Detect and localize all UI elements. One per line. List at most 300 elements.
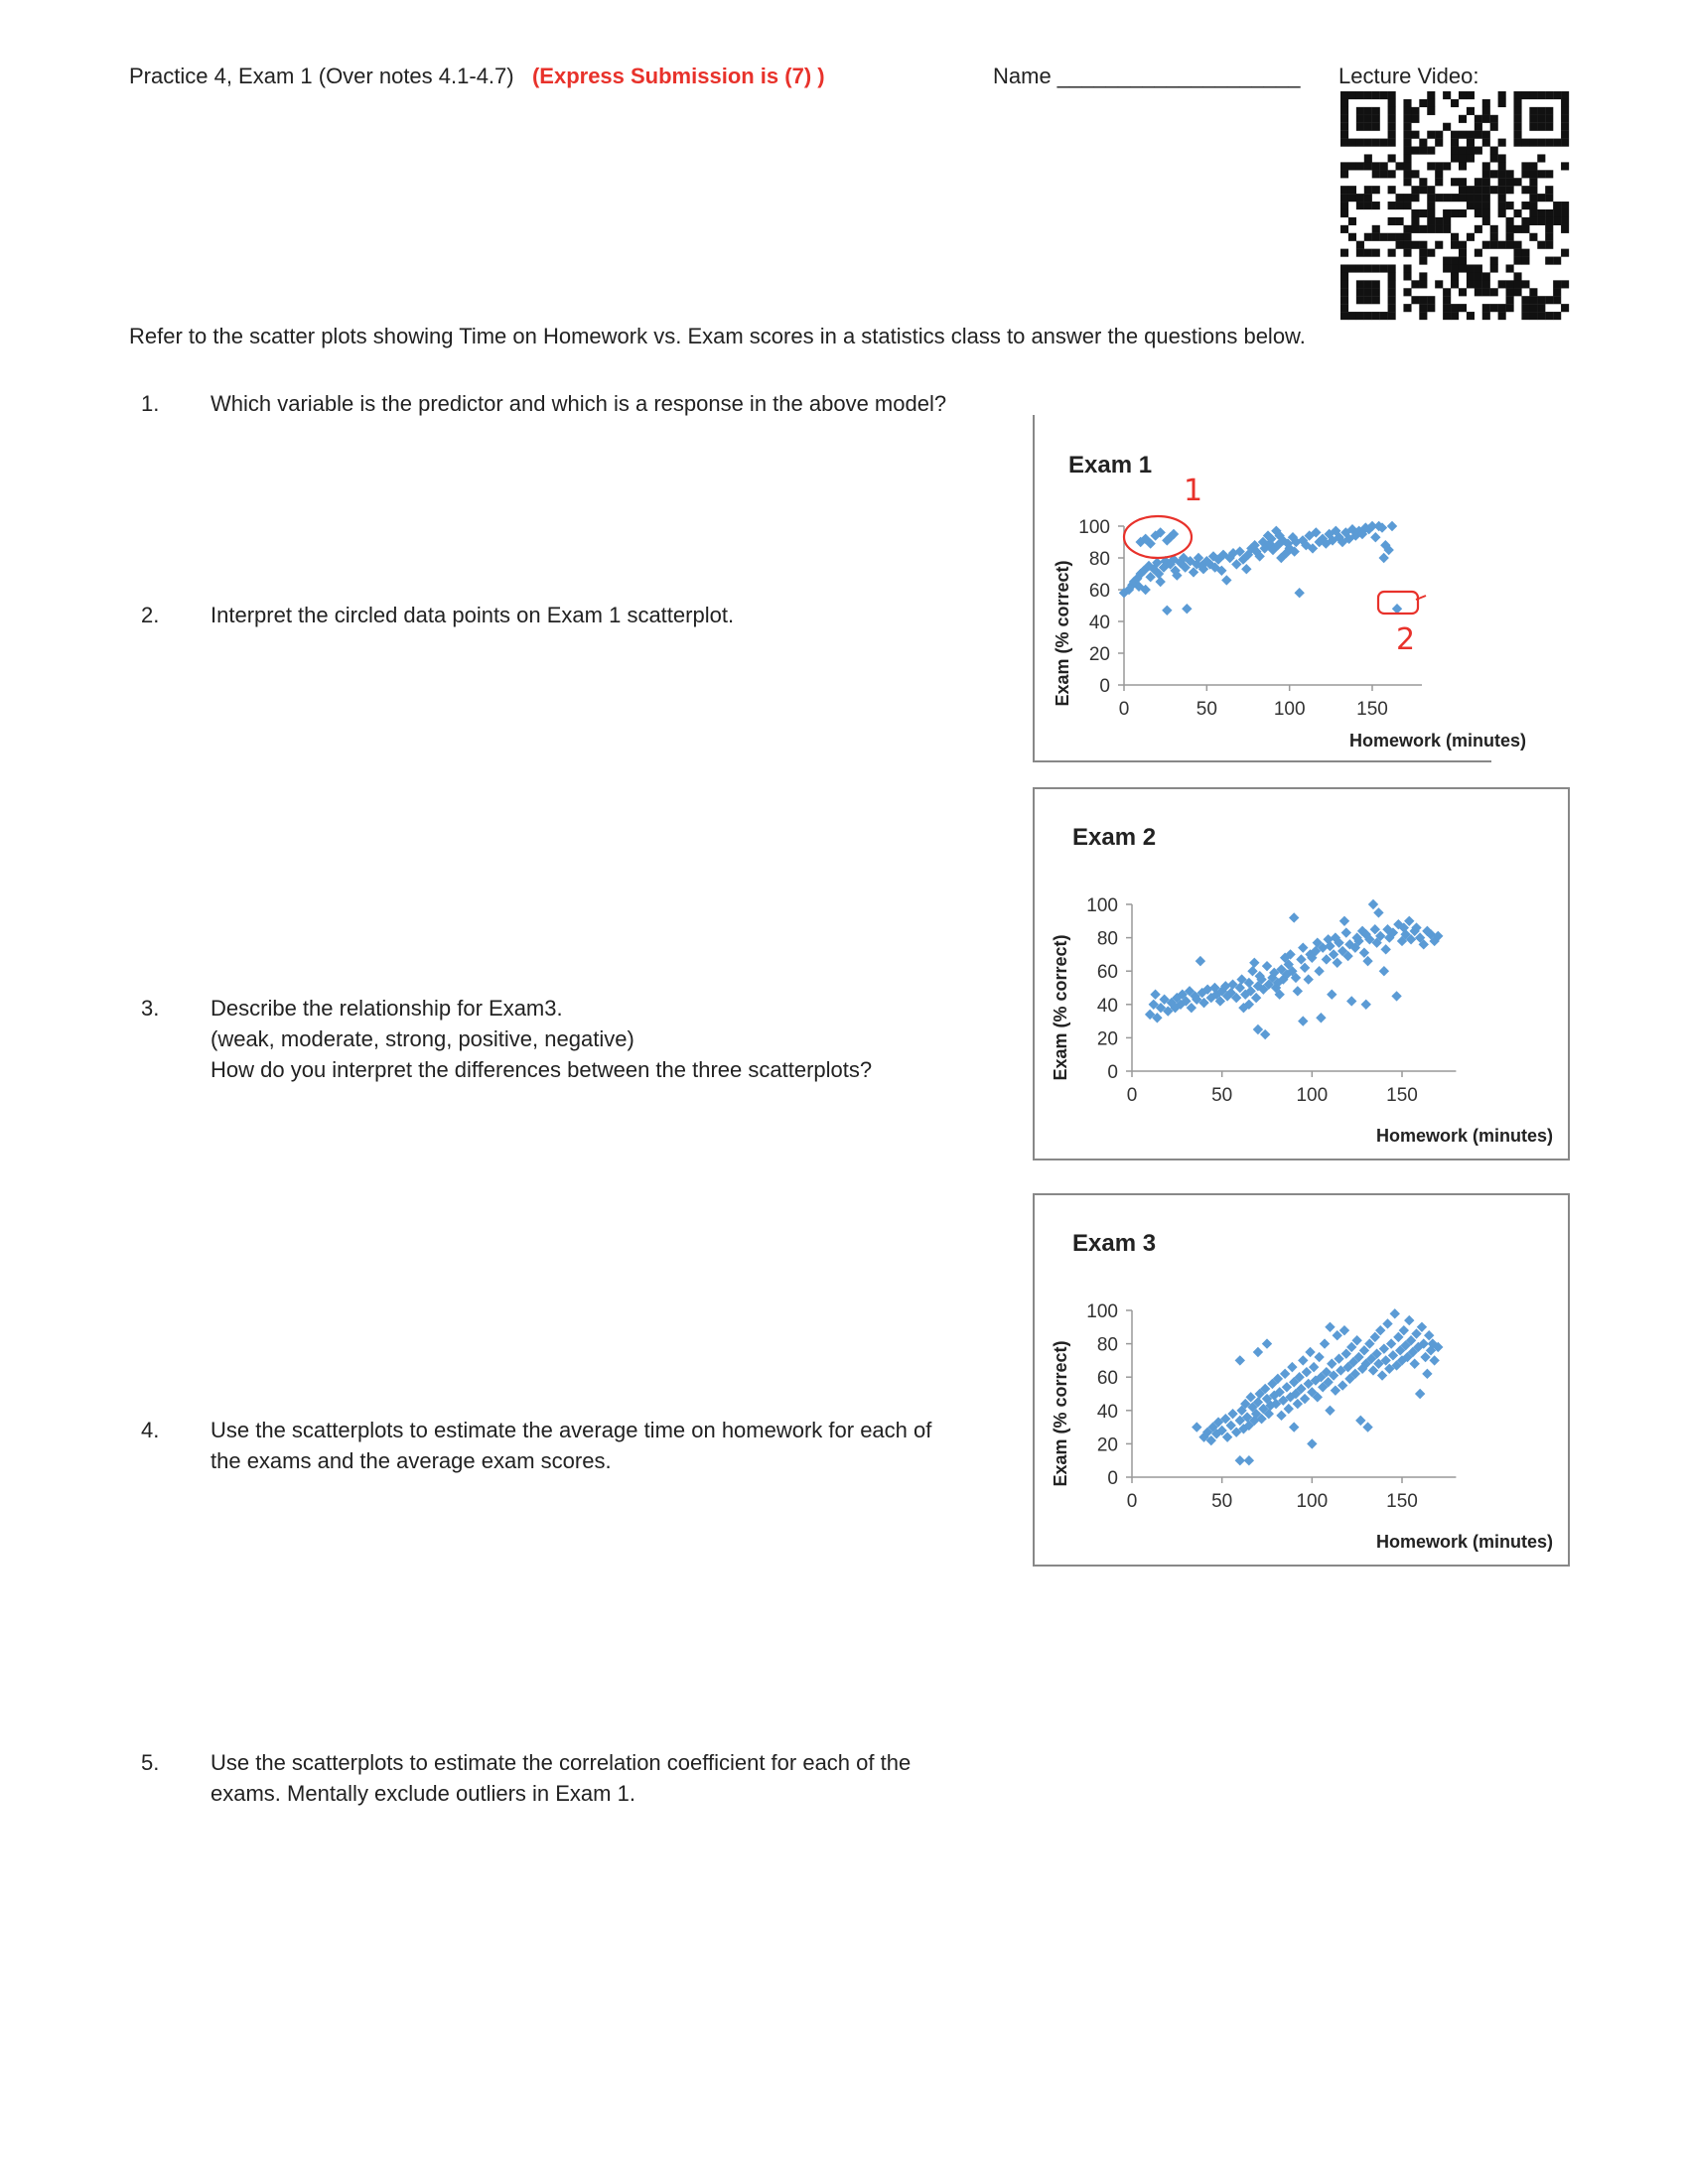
qr-module [1356, 312, 1364, 320]
qr-module [1537, 91, 1545, 99]
qr-module [1372, 202, 1380, 209]
qr-module [1364, 233, 1372, 241]
qr-module [1475, 178, 1482, 186]
qr-module [1475, 131, 1482, 139]
y-tick-label: 20 [1096, 1434, 1118, 1456]
qr-module [1411, 217, 1419, 225]
instructions: Refer to the scatter plots showing Time on Homework vs. Exam scores in a statistics class to answer the questions below. [129, 324, 1306, 348]
y-tick-label: 100 [1078, 517, 1110, 538]
qr-module [1513, 99, 1521, 107]
qr-module [1467, 194, 1475, 202]
qr-module [1545, 241, 1553, 249]
annotation-label: 2 [1396, 622, 1416, 657]
qr-module [1537, 154, 1545, 162]
qr-module [1561, 115, 1569, 123]
qr-module [1419, 304, 1427, 312]
qr-module [1529, 296, 1537, 304]
qr-module [1490, 241, 1498, 249]
qr-module [1403, 107, 1411, 115]
qr-module [1340, 296, 1348, 304]
exam2-plot [1033, 787, 1570, 1160]
qr-module [1506, 241, 1514, 249]
qr-module [1475, 249, 1482, 257]
qr-module [1340, 99, 1348, 107]
qr-module [1419, 280, 1427, 288]
data-point [1380, 944, 1390, 954]
data-point [1377, 1370, 1387, 1380]
qr-module [1482, 107, 1490, 115]
qr-module [1498, 162, 1506, 170]
qr-module [1513, 107, 1521, 115]
name-field[interactable]: Name ____________________ [993, 64, 1301, 88]
qr-module [1506, 264, 1514, 272]
x-tick-label: 150 [1356, 699, 1388, 720]
data-point [1339, 916, 1349, 926]
qr-module [1451, 264, 1459, 272]
qr-module [1419, 312, 1427, 320]
x-tick-label: 0 [1118, 699, 1130, 720]
data-point [1391, 991, 1401, 1001]
exam1-chart [1033, 415, 1527, 762]
qr-module [1403, 162, 1411, 170]
question-text: Which variable is the predictor and which is a response in the above model? [211, 391, 947, 416]
qr-module [1435, 241, 1443, 249]
qr-module [1388, 264, 1396, 272]
qr-module [1443, 194, 1451, 202]
qr-module [1388, 154, 1396, 162]
qr-module [1388, 312, 1396, 320]
x-tick-label: 100 [1296, 1491, 1329, 1512]
qr-module [1553, 217, 1561, 225]
qr-module [1427, 217, 1435, 225]
qr-module [1490, 147, 1498, 155]
qr-module [1388, 249, 1396, 257]
qr-module [1482, 312, 1490, 320]
data-point [1262, 961, 1272, 971]
qr-module [1482, 202, 1490, 209]
qr-module [1364, 194, 1372, 202]
qr-module [1380, 170, 1388, 178]
qr-module [1348, 186, 1356, 194]
qr-module [1545, 194, 1553, 202]
qr-module [1537, 304, 1545, 312]
qr-module [1388, 115, 1396, 123]
qr-module [1482, 139, 1490, 147]
data-point [1387, 521, 1397, 531]
qr-module [1482, 131, 1490, 139]
qr-module [1553, 280, 1561, 288]
data-point [1294, 588, 1304, 598]
qr-module [1380, 139, 1388, 147]
qr-module [1506, 170, 1514, 178]
qr-code-icon[interactable] [1340, 91, 1569, 320]
data-point [1253, 1347, 1263, 1357]
qr-module [1561, 91, 1569, 99]
qr-module [1356, 202, 1364, 209]
qr-module [1451, 154, 1459, 162]
qr-module [1340, 264, 1348, 272]
qr-module [1443, 91, 1451, 99]
qr-module [1537, 241, 1545, 249]
qr-module [1388, 107, 1396, 115]
question-2 [141, 600, 975, 639]
qr-module [1537, 312, 1545, 320]
y-tick-label: 100 [1086, 1301, 1118, 1322]
qr-module [1435, 139, 1443, 147]
qr-module [1356, 296, 1364, 304]
y-tick-label: 40 [1096, 995, 1118, 1017]
chart-title: Exam 3 [1072, 1230, 1157, 1257]
question-text-line: (weak, moderate, strong, positive, negative) [211, 1026, 634, 1051]
qr-module [1561, 217, 1569, 225]
qr-module [1372, 249, 1380, 257]
qr-module [1372, 162, 1380, 170]
qr-module [1364, 139, 1372, 147]
qr-module [1451, 139, 1459, 147]
qr-module [1459, 194, 1467, 202]
exam3-plot [1033, 1193, 1570, 1567]
qr-module [1411, 209, 1419, 217]
qr-module [1403, 154, 1411, 162]
qr-module [1340, 115, 1348, 123]
qr-module [1529, 123, 1537, 131]
qr-module [1356, 162, 1364, 170]
data-point [1304, 974, 1314, 984]
qr-module [1451, 312, 1459, 320]
qr-module [1467, 107, 1475, 115]
qr-module [1427, 304, 1435, 312]
qr-module [1403, 170, 1411, 178]
qr-module [1561, 225, 1569, 233]
qr-module [1403, 233, 1411, 241]
qr-module [1364, 296, 1372, 304]
data-point [1422, 1369, 1432, 1379]
qr-module [1513, 115, 1521, 123]
qr-module [1513, 123, 1521, 131]
qr-module [1482, 241, 1490, 249]
qr-module [1513, 272, 1521, 280]
qr-module [1388, 304, 1396, 312]
data-point [1390, 1308, 1400, 1318]
qr-module [1459, 186, 1467, 194]
x-tick-label: 0 [1126, 1085, 1138, 1106]
qr-module [1459, 147, 1467, 155]
qr-module [1529, 178, 1537, 186]
qr-module [1498, 170, 1506, 178]
qr-module [1340, 288, 1348, 296]
qr-module [1506, 202, 1514, 209]
qr-module [1388, 123, 1396, 131]
qr-module [1521, 257, 1529, 265]
qr-module [1427, 225, 1435, 233]
qr-module [1340, 225, 1348, 233]
qr-module [1467, 139, 1475, 147]
y-tick-label: 80 [1096, 1334, 1118, 1356]
qr-module [1482, 194, 1490, 202]
data-point [1284, 1404, 1294, 1414]
qr-module [1427, 249, 1435, 257]
qr-module [1388, 99, 1396, 107]
qr-module [1513, 280, 1521, 288]
qr-module [1380, 162, 1388, 170]
video-label: Lecture Video: [1338, 64, 1479, 88]
qr-module [1537, 209, 1545, 217]
qr-module [1490, 123, 1498, 131]
data-point [1341, 927, 1351, 937]
express-note: (Express Submission is (7) ) [531, 64, 825, 88]
data-point [1378, 553, 1388, 563]
qr-module [1364, 186, 1372, 194]
y-tick-label: 0 [1107, 1062, 1118, 1083]
data-point [1316, 1013, 1326, 1023]
data-point [1276, 1411, 1286, 1421]
x-tick-label: 100 [1296, 1085, 1329, 1106]
qr-module [1498, 241, 1506, 249]
data-point [1221, 575, 1231, 585]
data-point [1325, 1406, 1335, 1416]
data-point [1325, 1322, 1335, 1332]
qr-module [1482, 178, 1490, 186]
data-point [1361, 1000, 1371, 1010]
question-number: 2. [141, 603, 160, 627]
qr-module [1364, 249, 1372, 257]
qr-module [1340, 194, 1348, 202]
qr-module [1553, 296, 1561, 304]
qr-module [1498, 178, 1506, 186]
qr-module [1372, 296, 1380, 304]
qr-module [1529, 304, 1537, 312]
qr-module [1451, 99, 1459, 107]
qr-module [1348, 217, 1356, 225]
qr-module [1490, 225, 1498, 233]
data-point [1235, 1455, 1245, 1465]
qr-module [1388, 288, 1396, 296]
exam2-chart [1033, 787, 1570, 1160]
qr-module [1364, 312, 1372, 320]
qr-module [1443, 123, 1451, 131]
qr-module [1427, 186, 1435, 194]
qr-module [1419, 272, 1427, 280]
y-tick-label: 60 [1088, 581, 1110, 602]
tick-labels [1078, 517, 1388, 720]
data-point [1429, 1355, 1439, 1365]
data-point [1415, 1389, 1425, 1399]
qr-module [1411, 296, 1419, 304]
qr-module [1443, 225, 1451, 233]
qr-module [1467, 280, 1475, 288]
qr-module [1498, 202, 1506, 209]
data-point [1314, 966, 1324, 976]
qr-module [1356, 288, 1364, 296]
data-point [1409, 1359, 1419, 1369]
qr-module [1506, 304, 1514, 312]
qr-module [1435, 225, 1443, 233]
question-text: Use the scatterplots to estimate the correlation coefficient for each of the exams. Mentally exclude outliers in Exam 1. [211, 1750, 912, 1806]
qr-module [1506, 296, 1514, 304]
qr-module [1545, 91, 1553, 99]
qr-module [1411, 186, 1419, 194]
qr-module [1451, 209, 1459, 217]
x-tick-label: 50 [1211, 1085, 1233, 1106]
qr-module [1459, 91, 1467, 99]
y-tick-label: 40 [1088, 613, 1110, 633]
qr-module [1529, 162, 1537, 170]
qr-module [1427, 296, 1435, 304]
qr-module [1348, 312, 1356, 320]
data-point [1235, 1355, 1245, 1365]
qr-module [1553, 209, 1561, 217]
qr-module [1529, 288, 1537, 296]
qr-module [1411, 115, 1419, 123]
qr-module [1419, 249, 1427, 257]
qr-module [1372, 233, 1380, 241]
qr-module [1475, 288, 1482, 296]
data-point [1249, 958, 1259, 968]
qr-module [1348, 194, 1356, 202]
qr-module [1451, 304, 1459, 312]
qr-module [1482, 99, 1490, 107]
qr-module [1388, 202, 1396, 209]
qr-module [1372, 115, 1380, 123]
qr-module [1513, 249, 1521, 257]
qr-module [1411, 280, 1419, 288]
qr-module [1521, 225, 1529, 233]
qr-module [1513, 288, 1521, 296]
qr-module [1340, 107, 1348, 115]
question-number: 5. [141, 1750, 160, 1775]
x-axis-label: Homework (minutes) [1348, 731, 1527, 751]
qr-module [1545, 312, 1553, 320]
qr-module [1388, 217, 1396, 225]
qr-module [1340, 91, 1348, 99]
qr-module [1482, 304, 1490, 312]
qr-module [1356, 194, 1364, 202]
qr-module [1380, 264, 1388, 272]
x-tick-label: 0 [1126, 1491, 1138, 1512]
qr-module [1372, 186, 1380, 194]
qr-module [1396, 241, 1404, 249]
x-tick-label: 150 [1386, 1491, 1418, 1512]
qr-module [1475, 186, 1482, 194]
qr-module [1521, 170, 1529, 178]
qr-module [1340, 272, 1348, 280]
qr-module [1403, 147, 1411, 155]
qr-module [1490, 304, 1498, 312]
qr-module [1396, 233, 1404, 241]
qr-module [1372, 139, 1380, 147]
data-point [1305, 1347, 1315, 1357]
data-point [1298, 1355, 1308, 1365]
x-axis-label: Homework (minutes) [1375, 1126, 1554, 1146]
qr-module [1427, 202, 1435, 209]
data-point [1404, 1315, 1414, 1325]
qr-module [1403, 139, 1411, 147]
qr-module [1498, 139, 1506, 147]
qr-module [1459, 209, 1467, 217]
qr-module [1403, 202, 1411, 209]
qr-module [1490, 115, 1498, 123]
y-axis-label: Exam (% correct) [1053, 560, 1072, 707]
qr-module [1521, 280, 1529, 288]
qr-module [1372, 170, 1380, 178]
qr-module [1561, 131, 1569, 139]
qr-module [1451, 194, 1459, 202]
qr-module [1561, 209, 1569, 217]
qr-module [1419, 139, 1427, 147]
qr-module [1459, 288, 1467, 296]
qr-module [1451, 131, 1459, 139]
data-point [1307, 1438, 1317, 1448]
qr-module [1561, 249, 1569, 257]
qr-module [1490, 233, 1498, 241]
qr-module [1513, 225, 1521, 233]
qr-module [1364, 115, 1372, 123]
qr-module [1529, 202, 1537, 209]
data-point [1192, 1422, 1201, 1432]
qr-module [1388, 296, 1396, 304]
question-text-line: Describe the relationship for Exam3. [211, 996, 563, 1021]
qr-module [1372, 91, 1380, 99]
qr-module [1490, 257, 1498, 265]
data-point [1182, 604, 1192, 614]
qr-module [1364, 162, 1372, 170]
qr-module [1506, 280, 1514, 288]
qr-module [1482, 272, 1490, 280]
qr-module [1529, 115, 1537, 123]
qr-module [1419, 209, 1427, 217]
qr-module [1490, 288, 1498, 296]
qr-module [1388, 139, 1396, 147]
qr-module [1561, 202, 1569, 209]
qr-module [1340, 209, 1348, 217]
qr-module [1340, 186, 1348, 194]
qr-module [1340, 312, 1348, 320]
qr-module [1521, 304, 1529, 312]
qr-module [1545, 209, 1553, 217]
question-text: Use the scatterplots to estimate the average time on homework for each of the exams and the average exam scores. [211, 1418, 932, 1473]
qr-module [1403, 241, 1411, 249]
qr-module [1506, 288, 1514, 296]
qr-module [1435, 280, 1443, 288]
y-axis-label: Exam (% correct) [1051, 1340, 1070, 1487]
qr-module [1467, 91, 1475, 99]
y-tick-label: 20 [1088, 644, 1110, 665]
qr-module [1475, 272, 1482, 280]
y-tick-label: 40 [1096, 1401, 1118, 1423]
qr-module [1451, 178, 1459, 186]
qr-module [1396, 202, 1404, 209]
qr-module [1435, 131, 1443, 139]
qr-module [1545, 233, 1553, 241]
qr-module [1403, 131, 1411, 139]
qr-module [1364, 123, 1372, 131]
qr-module [1545, 170, 1553, 178]
annotation-circle-1 [1124, 474, 1202, 558]
qr-module [1561, 99, 1569, 107]
qr-module [1411, 107, 1419, 115]
qr-module [1513, 241, 1521, 249]
qr-module [1561, 139, 1569, 147]
chart-title: Exam 2 [1072, 824, 1157, 851]
question-number: 1. [141, 391, 160, 416]
qr-module [1459, 178, 1467, 186]
qr-module [1388, 131, 1396, 139]
qr-module [1348, 162, 1356, 170]
qr-module [1443, 304, 1451, 312]
qr-module [1537, 115, 1545, 123]
qr-module [1553, 202, 1561, 209]
data-point [1162, 606, 1172, 615]
